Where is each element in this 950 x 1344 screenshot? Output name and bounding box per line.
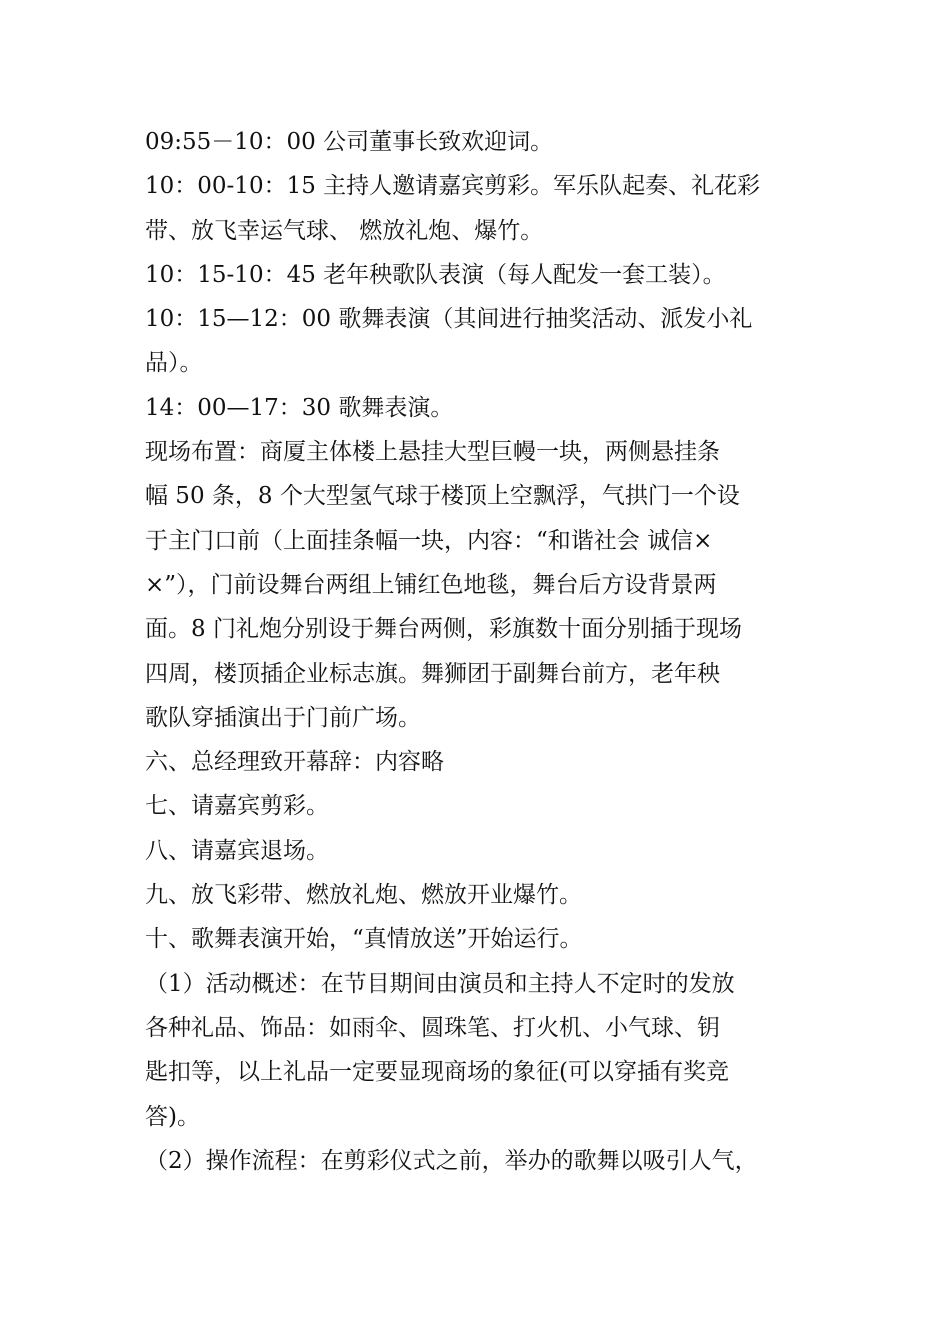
text-line: 10：00-10：15 主持人邀请嘉宾剪彩。军乐队起奏、礼花彩 [145,173,761,200]
text-line: 四周，楼顶插企业标志旗。舞狮团于副舞台前方，老年秧 [145,660,720,687]
text-line: 幅 50 条，8 个大型氢气球于楼顶上空飘浮，气拱门一个设 [145,483,740,510]
text-line: 六、总经理致开幕辞：内容略 [145,749,444,776]
text-line: 10：15-10：45 老年秧歌队表演（每人配发一套工装）。 [145,261,726,288]
text-line: （1）活动概述：在节目期间由演员和主持人不定时的发放 [145,970,735,997]
text-line: 十、歌舞表演开始，“真情放送”开始运行。 [145,926,583,953]
document-body [145,120,810,1183]
text-line: 八、请嘉宾退场。 [145,837,329,864]
text-line: 七、请嘉宾剪彩。 [145,793,329,820]
text-line: 答)。 [145,1103,200,1130]
text-line: 各种礼品、饰品：如雨伞、圆珠笔、打火机、小气球、钥 [145,1014,720,1041]
text-line: 于主门口前（上面挂条幅一块，内容：“和谐社会 诚信× [145,527,713,554]
text-line: ×”），门前设舞台两组上铺红色地毯，舞台后方设背景两 [145,571,717,598]
text-line: （2）操作流程：在剪彩仪式之前，举办的歌舞以吸引人气， [145,1147,758,1174]
text-line: 匙扣等，以上礼品一定要显现商场的象征(可以穿插有奖竞 [145,1059,729,1086]
text-line: 10：15—12：00 歌舞表演（其间进行抽奖活动、派发小礼 [145,306,753,333]
text-line: 面。8 门礼炮分别设于舞台两侧，彩旗数十面分别插于现场 [145,616,742,643]
text-line: 带、放飞幸运气球、 燃放礼炮、爆竹。 [145,217,544,244]
text-line: 现场布置：商厦主体楼上悬挂大型巨幔一块，两侧悬挂条 [145,439,720,466]
text-line: 09:55－10：00 公司董事长致欢迎词。 [145,129,554,155]
text-line: 歌队穿插演出于门前广场。 [145,704,421,731]
text-line: 品）。 [145,350,203,377]
text-line: 14：00—17：30 歌舞表演。 [145,394,454,421]
text-line: 九、放飞彩带、燃放礼炮、燃放开业爆竹。 [145,882,582,909]
